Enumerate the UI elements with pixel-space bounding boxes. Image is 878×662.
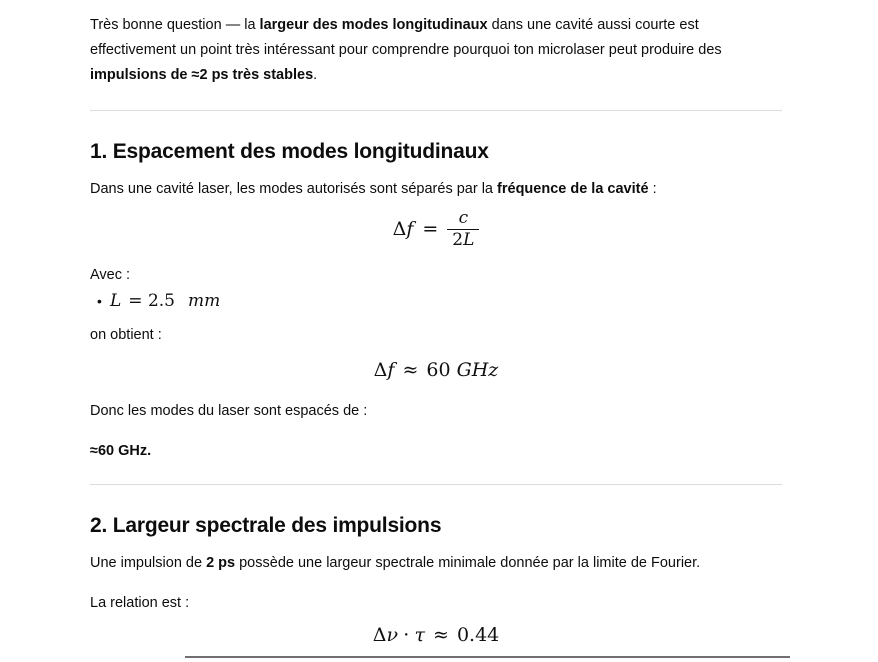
delta-symbol: Δ xyxy=(373,359,388,381)
fraction-numerator: c xyxy=(458,207,469,228)
approx-operator: ≈ xyxy=(402,359,419,381)
intro-bold-pulses: impulsions de ≈2 ps xyxy=(90,67,229,83)
parameter-list xyxy=(90,289,782,314)
avec-label: Avec : xyxy=(90,267,131,283)
length-variable: L xyxy=(110,291,122,311)
denominator-variable: L xyxy=(463,229,475,250)
section-1-heading: 1. Espacement des modes longitudinaux xyxy=(90,140,489,163)
section-1-intro-text: Dans une cavité laser, les modes autorisés sont séparés par la xyxy=(90,181,498,197)
section-1-intro-bold: fréquence de la cavité xyxy=(497,181,649,197)
conclusion-text: Donc les modes du laser sont espacés de : xyxy=(90,403,368,419)
equals-operator: = xyxy=(422,217,439,240)
section-1-intro-text: : xyxy=(648,181,657,197)
fraction-denominator xyxy=(447,230,479,250)
equals-value: = 2.5 xyxy=(128,291,175,311)
obtient-label: on obtient : xyxy=(90,327,162,343)
section-2-intro-text: Une impulsion de xyxy=(90,555,207,571)
intro-text: Très bonne question — la xyxy=(90,17,260,33)
value-60: 60 xyxy=(426,359,451,381)
f-variable: f xyxy=(387,359,395,381)
intro-text: . xyxy=(313,67,318,83)
inline-math-cavity-length xyxy=(110,289,220,314)
section-2-heading: 2. Largeur spectrale des impulsions xyxy=(90,514,442,537)
delta-symbol: Δ xyxy=(372,624,387,646)
intro-bold-stable: très stables xyxy=(232,67,314,83)
value-044: 0.44 xyxy=(456,624,500,646)
bullet-icon: • xyxy=(97,293,102,309)
dot-operator: ⋅ xyxy=(403,624,410,646)
denominator-digit: 2 xyxy=(452,229,464,250)
unit-ghz: GHz xyxy=(456,359,499,381)
section-divider xyxy=(90,484,782,485)
formula-spacing-value xyxy=(90,358,782,382)
approx-operator: ≈ xyxy=(433,624,449,646)
unit-mm: mm xyxy=(187,291,221,311)
section-1-intro xyxy=(90,177,782,202)
next-element-top-edge xyxy=(185,656,790,658)
fraction xyxy=(447,209,479,250)
intro-paragraph xyxy=(90,13,782,88)
intro-bold-modes: largeur des modes longitudinaux xyxy=(259,17,488,33)
assistant-message-content xyxy=(90,0,782,658)
section-2-intro xyxy=(90,551,782,576)
f-variable: f xyxy=(406,217,414,240)
relation-label: La relation est : xyxy=(90,595,190,611)
formula-fourier-limit xyxy=(90,623,782,647)
section-divider xyxy=(90,110,782,111)
list-item xyxy=(90,289,782,314)
formula-mode-spacing xyxy=(90,206,782,252)
section-2-intro-bold: 2 ps xyxy=(206,555,236,571)
nu-variable: ν xyxy=(386,624,399,646)
tau-variable: τ xyxy=(414,624,426,646)
delta-symbol: Δ xyxy=(392,217,407,240)
result-value: ≈60 GHz. xyxy=(90,443,152,459)
section-2-intro-text: possède une largeur spectrale minimale donnée par la limite de Fourier. xyxy=(235,555,701,571)
intro-text: dans une cavité aussi courte est effectivement un point très intéressant pour comprendre pourquoi ton microlaser peut produire des xyxy=(90,17,722,58)
